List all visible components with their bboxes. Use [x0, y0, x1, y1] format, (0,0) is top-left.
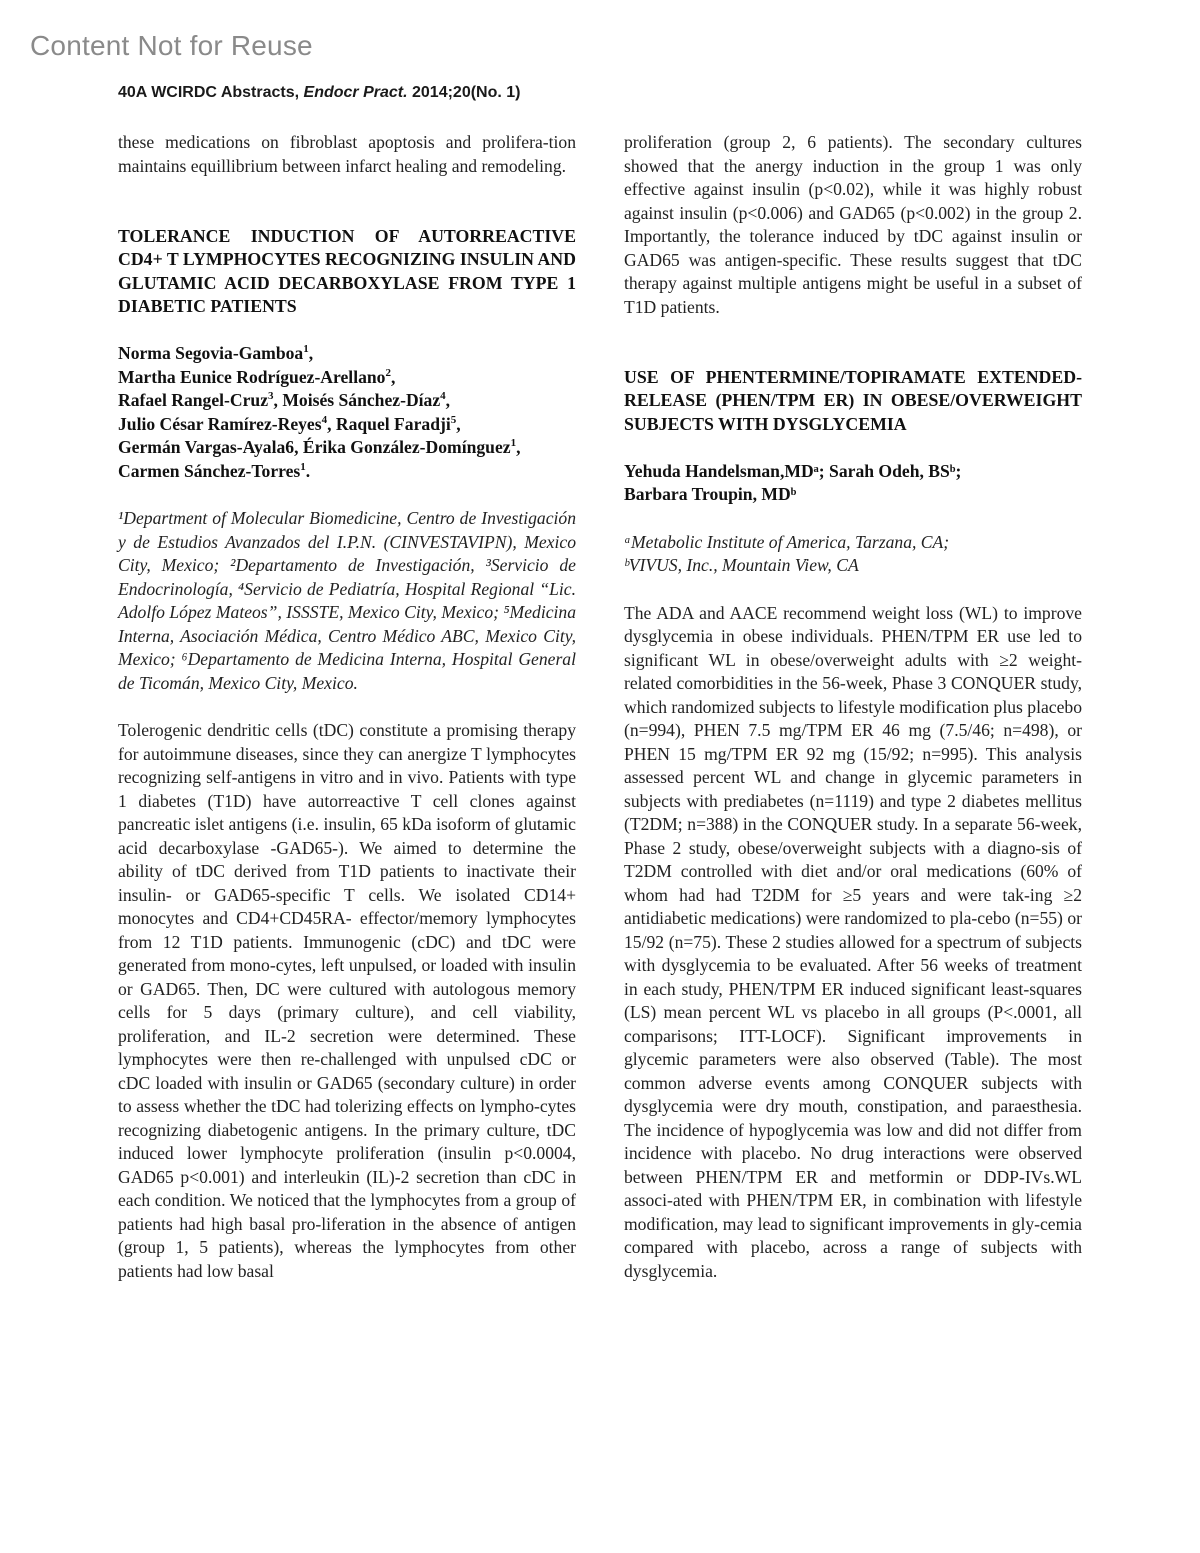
- abstract-body: Tolerogenic dendritic cells (tDC) constitute a promising therapy for autoimmune diseases, since they can anergize T lymphocytes recognizing self-antigens in vitro and in vivo. Patients with type 1 diabetes (T1D) have autorreactive T cell clones against pancreatic islet antigens (i.e. insulin, 65 kDa isoform of glutamic acid decarboxylase -GAD65-). We aimed to determine the ability of tDC derived from T1D patients to inactivate their insulin- or GAD65-specific T cells. We isolated CD14+ monocytes and CD4+CD45RA- effector/memory lymphocytes from 12 T1D patients. Immunogenic (cDC) and tDC were generated from mono-cytes, left unpulsed, or loaded with insulin or GAD65. Then, DC were cultured with autologous memory cells for 5 days (primary culture), and cell viability, proliferation, and IL-2 secretion were determined. These lymphocytes were then re-challenged with unpulsed cDC or cDC loaded with insulin or GAD65 (secondary culture) in order to assess whether the tDC had tolerizing effects on lympho-cytes recognizing diabetogenic antigens. In the primary culture, tDC induced lower lymphocyte proliferation (insulin p<0.0004, GAD65 p<0.001) and interleukin (IL)-2 secretion than cDC in each condition. We noticed that the lymphocytes from a group of patients had high basal pro-liferation in the absence of antigen (group 1, 5 patients), whereas the lymphocytes from other patients had low basal: [118, 720, 576, 1281]
- affiliations: [624, 531, 1082, 578]
- author: Julio César Ramírez-Reyes$^4$,: [118, 413, 336, 434]
- affiliation-line: ᵇVIVUS, Inc., Mountain View, CA: [624, 555, 859, 576]
- author-list: [118, 342, 576, 483]
- author: Norma Segovia-Gamboa$^1$,: [118, 343, 314, 364]
- continued-text: these medications on fibroblast apoptosis and prolifera-tion maintains equillibrium between infarct healing and remodeling.: [118, 132, 576, 176]
- affiliations: ¹Department of Molecular Biomedicine, Centro de Investigación y de Estudios Avanzados del I.P.N. (CINVESTAVIPN), Mexico City, Mexico; ²Departamento de Investigación, ³Servicio de Endocrinología, ⁴Servicio de Pediatría, Hospital Regional “Lic. Adolfo López Mateos”, ISSSTE, Mexico City, Mexico; ⁵Medicina Interna, Asociación Médica, Centro Médico ABC, Mexico City, Mexico; ⁶Departamento de Medicina Interna, Hospital General de Ticomán, Mexico City, Mexico.: [118, 508, 576, 693]
- author-line: Barbara Troupin, MDᵇ: [624, 484, 797, 505]
- author: Martha Eunice Rodríguez-Arellano$^2$,: [118, 366, 396, 387]
- author-line: Yehuda Handelsman,MDᵃ; Sarah Odeh, BSᵇ;: [624, 460, 962, 481]
- journal-name: Endocr Pract.: [303, 84, 408, 101]
- abstract-body: The ADA and AACE recommend weight loss (WL) to improve dysglycemia in obese individuals. PHEN/TPM ER use led to significant WL in obese/overweight adults with ≥2 weight-related comorbidities in the 56-week, Phase 3 CONQUER study, which randomized subjects to lifestyle modification plus placebo (n=994), PHEN 7.5 mg/TPM ER 46 mg (7.5/46; n=498), or PHEN 15 mg/TPM ER 92 mg (15/92; n=995). This analysis assessed percent WL and change in glycemic parameters in subjects with prediabetes (n=1119) and type 2 diabetes mellitus (T2DM; n=388) in the CONQUER study. In a separate 56-week, Phase 2 study, obese/overweight subjects with a diagno-sis of T2DM controlled with diet and/or oral medications (60% of whom had had T2DM for ≥5 years and were tak-ing ≥2 antidiabetic medications) were randomized to pla-cebo (n=55) or 15/92 (n=75). These 2 studies allowed for a spectrum of subjects with dysglycemia to be evaluated. After 56 weeks of treatment in each study, PHEN/TPM ER induced significant least-squares (LS) mean percent WL vs placebo in all groups (P<.0001, all comparisons; ITT-LOCF). Significant improvements in glycemic parameters were also observed (Table). The most common adverse events among CONQUER subjects with dysglycemia were dry mouth, constipation, and paraesthesia. The incidence of hypoglycemia was low and did not differ from incidence with placebo. No drug interactions were observed between PHEN/TPM ER and metformin or DDP-IVs.WL associ-ated with PHEN/TPM ER, in combination with lifestyle modification, may lead to significant improvements in gly-cemia compared with placebo, across a range of subjects with dysglycemia.: [624, 602, 1082, 1281]
- left-column: [118, 131, 576, 1283]
- abstract-title: USE OF PHENTERMINE/TOPIRAMATE EXTENDED-RELEASE (PHEN/TPM ER) IN OBESE/OVERWEIGHT SUBJECTS WITH DYSGLYCEMIA: [624, 367, 1082, 434]
- running-head: [118, 84, 520, 102]
- author: Rafael Rangel-Cruz$^3$,: [118, 390, 283, 411]
- abstract-body-continued: proliferation (group 2, 6 patients). The secondary cultures showed that the anergy induction in the group 1 was only effective against insulin (p<0.02), while it was highly robust against insulin (p<0.006) and GAD65 (p<0.002) in the group 2. Importantly, the tolerance induced by tDC against insulin or GAD65 was antigen-specific. These results suggest that tDC therapy against multiple antigens might be useful in a subset of T1D patients.: [624, 132, 1082, 317]
- affiliation-line: ᵃMetabolic Institute of America, Tarzana, CA;: [624, 531, 950, 552]
- author: Carmen Sánchez-Torres$^1$.: [118, 460, 311, 481]
- running-head-citation: 2014;20(No. 1): [407, 84, 521, 101]
- running-head-prefix: 40A WCIRDC Abstracts,: [118, 84, 304, 101]
- author: Raquel Faradji$^5$,: [335, 413, 461, 434]
- author-list: [624, 460, 1082, 507]
- author: Moisés Sánchez-Díaz$^4$,: [282, 390, 451, 411]
- author: Germán Vargas-Ayala6, Érika González-Domínguez$^1$,: [118, 437, 521, 458]
- abstract-title: TOLERANCE INDUCTION OF AUTORREACTIVE CD4+ T LYMPHOCYTES RECOGNIZING INSULIN AND GLUTAMIC ACID DECARBOXYLASE FROM TYPE 1 DIABETIC PATIENTS: [118, 226, 576, 316]
- right-column: [624, 131, 1082, 1283]
- watermark: Content Not for Reuse: [30, 30, 313, 61]
